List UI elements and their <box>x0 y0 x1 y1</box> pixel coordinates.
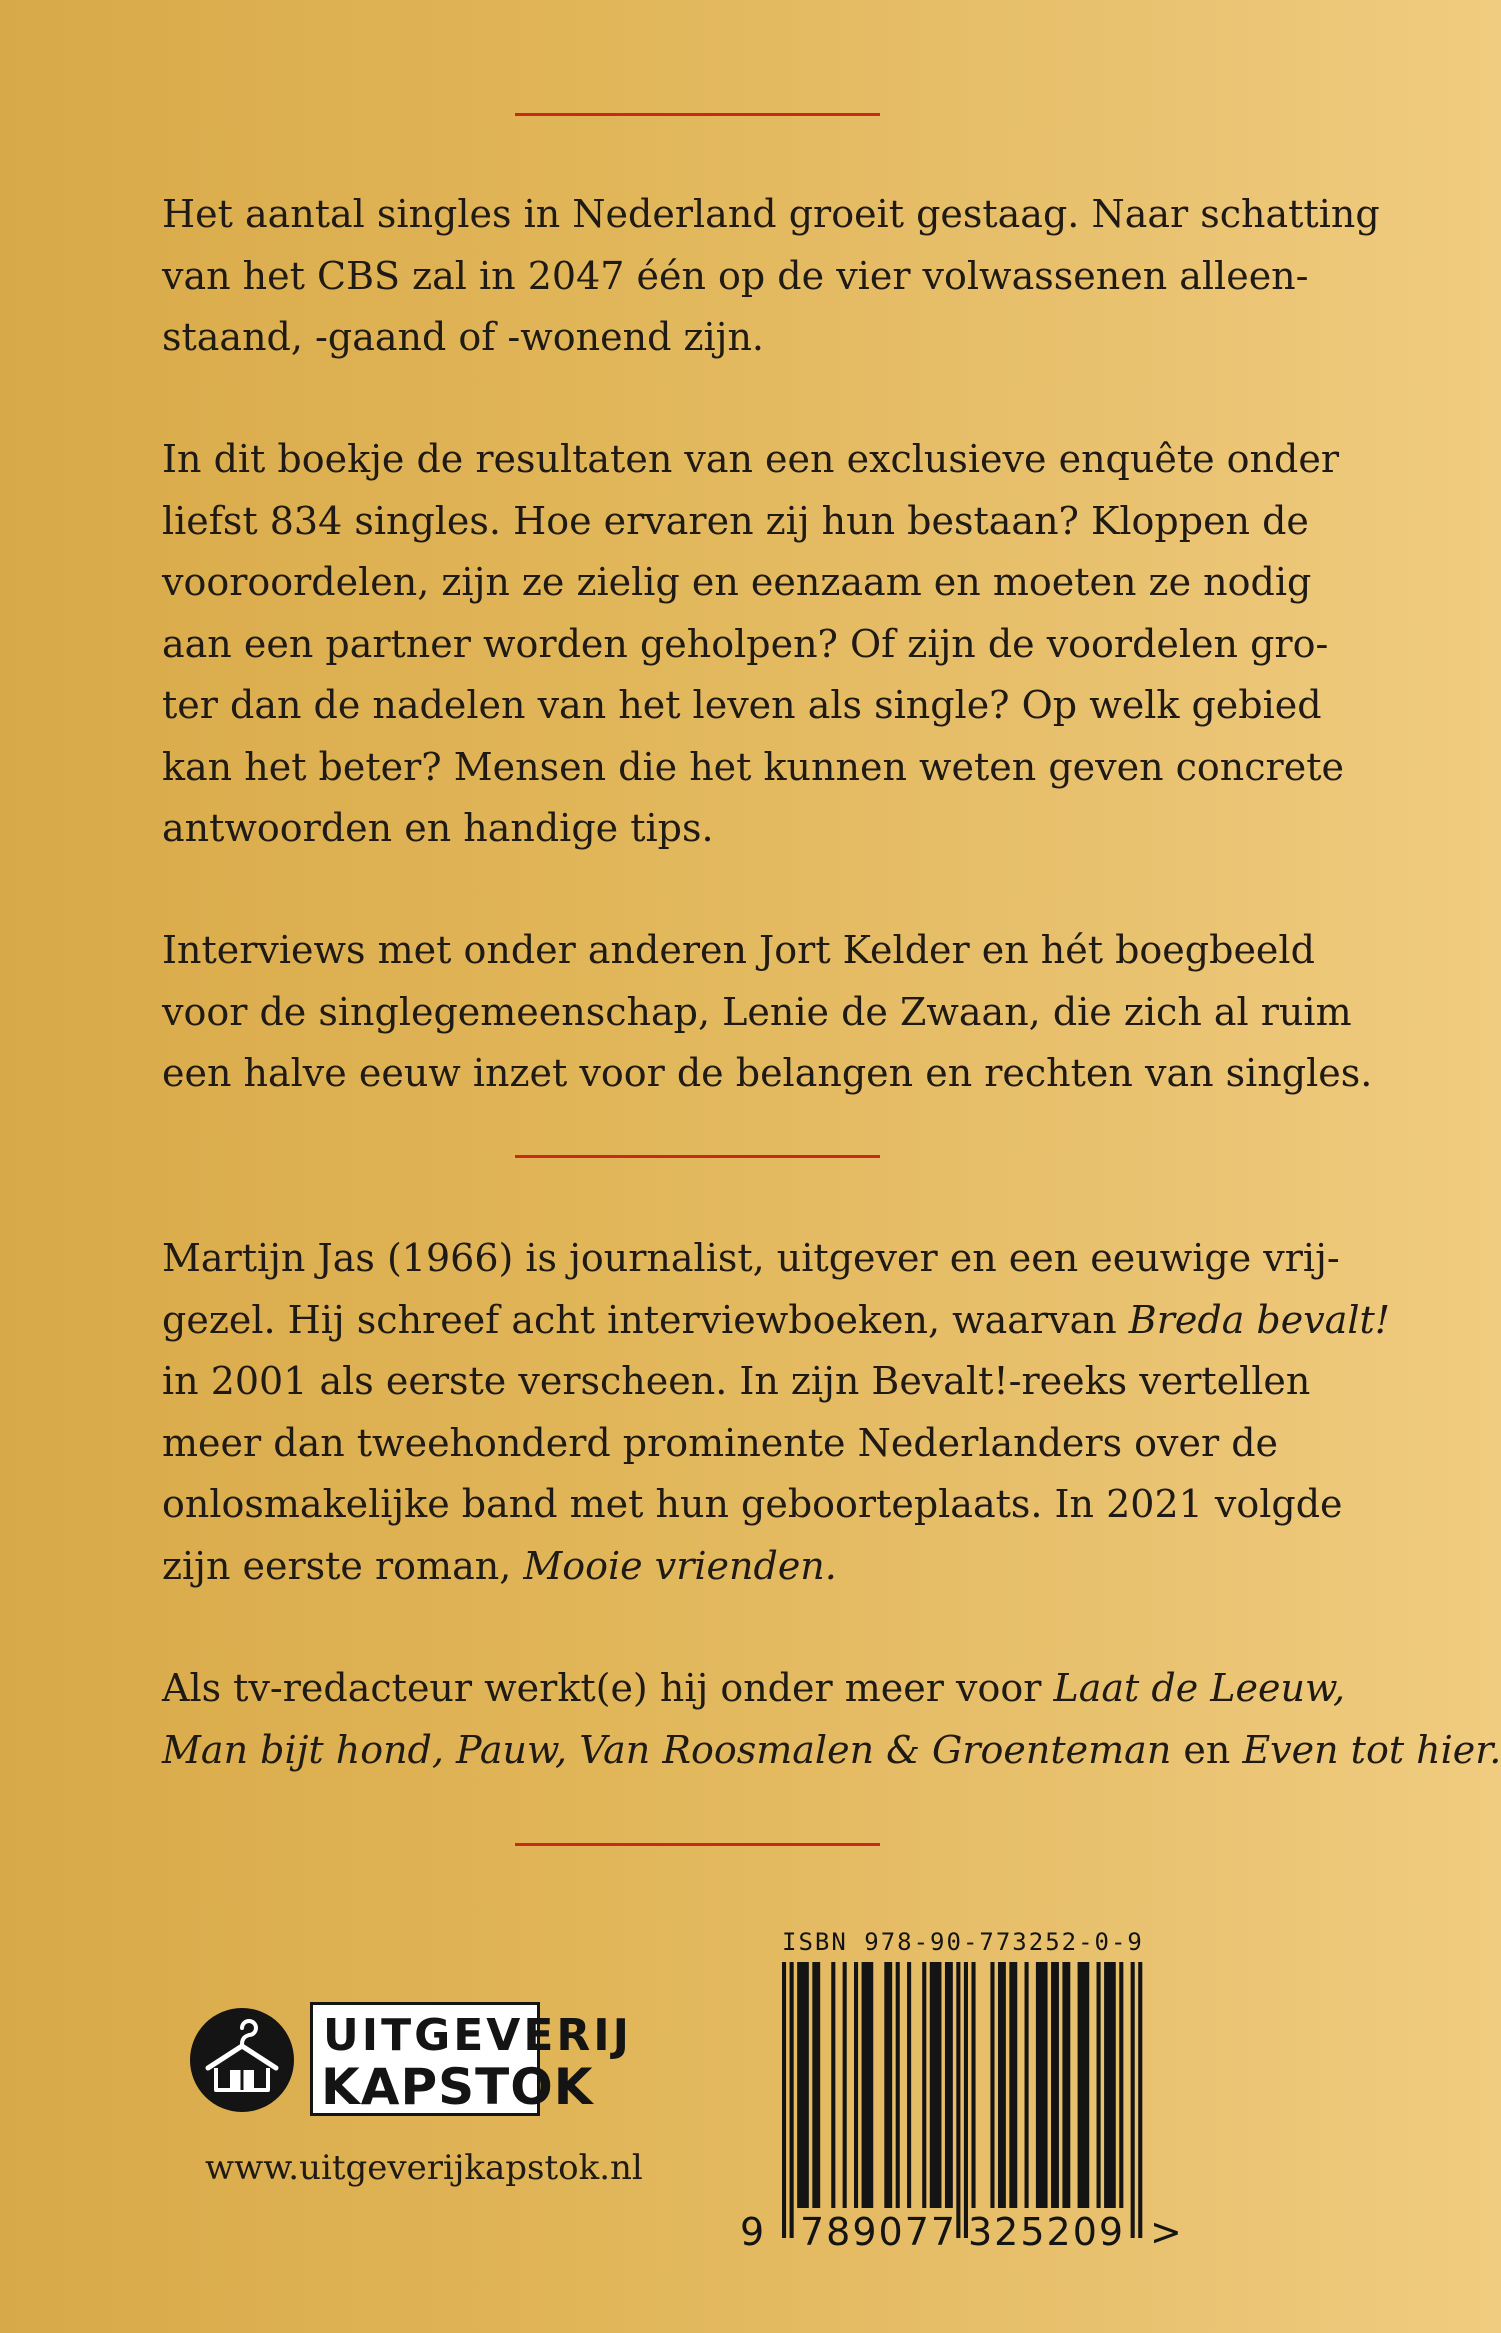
barcode-bar <box>1002 1962 1006 2208</box>
book-title: Mooie vrienden. <box>523 1543 837 1588</box>
middle-divider <box>515 1155 880 1158</box>
barcode-bar <box>1009 1962 1013 2208</box>
show-title: Even tot hier. <box>1242 1727 1501 1772</box>
text-line: aan een partner worden geholpen? Of zijn de voordelen gro- <box>162 621 1329 666</box>
isbn-barcode <box>740 1928 1184 2268</box>
top-divider <box>515 113 880 116</box>
barcode-bar <box>1036 1962 1040 2208</box>
barcode-bar <box>1078 1962 1082 2208</box>
barcode-bar <box>869 1962 873 2208</box>
text-line: staand, -gaand of -wonend zijn. <box>162 315 765 359</box>
logo-wordmark-line-1: UITGEVERIJ <box>323 2010 633 2061</box>
barcode-bar <box>1108 1962 1112 2208</box>
text-line: meer dan tweehonderd prominente Nederlanders over de <box>162 1420 1279 1465</box>
hanger-house-icon <box>190 2008 294 2112</box>
barcode-bar <box>990 1962 994 2208</box>
barcode-bar <box>801 1962 805 2208</box>
barcode-guard-bar <box>1131 1962 1135 2238</box>
text-line <box>162 1290 1391 1352</box>
text-line: Martijn Jas (1966) is journalist, uitgever en een eeuwige vrij- <box>162 1236 1340 1280</box>
bottom-divider <box>515 1843 880 1846</box>
barcode-bar <box>896 1962 900 2208</box>
text-line: onlosmakelijke band met hun geboorteplaats. In 2021 volgde <box>162 1482 1343 1526</box>
barcode-bar <box>805 1962 809 2208</box>
barcode-bar <box>1085 1962 1089 2208</box>
isbn-label: ISBN 978-90-773252-0-9 <box>782 1928 1144 1956</box>
barcode-bar <box>1112 1962 1116 2208</box>
author-bio-paragraph-2 <box>162 1658 1501 1781</box>
barcode-bar <box>1025 1962 1029 2208</box>
barcode-arrow: > <box>1150 2210 1184 2254</box>
barcode-bar <box>998 1962 1002 2208</box>
text-fragment: gezel. Hij schreef acht interviewboeken, waarvan <box>162 1297 1129 1342</box>
book-title: Breda bevalt! <box>1128 1297 1391 1342</box>
barcode-bar <box>862 1962 866 2208</box>
text-fragment: Als tv-redacteur werkt(e) hij onder meer voor <box>162 1666 1054 1710</box>
show-title: Laat de Leeuw, <box>1053 1666 1346 1710</box>
barcode-bar <box>884 1962 888 2208</box>
barcode-bar <box>1104 1962 1108 2208</box>
barcode-bar <box>843 1962 847 2208</box>
show-titles: Man bijt hond, Pauw, Van Roosmalen & Groenteman <box>162 1727 1172 1772</box>
author-bio-paragraph-1 <box>162 1228 1391 1597</box>
barcode-bar <box>812 1962 816 2208</box>
text-line: Interviews met onder anderen Jort Kelder en hét boegbeeld <box>162 928 1315 972</box>
barcode-bar <box>831 1962 835 2208</box>
barcode-bar <box>1062 1962 1066 2208</box>
barcode-bar <box>1081 1962 1085 2208</box>
barcode-bar <box>854 1962 858 2208</box>
barcode-bar <box>1119 1962 1123 2208</box>
barcode-bar <box>1066 1962 1070 2208</box>
barcode-guard-bar <box>1138 1962 1142 2238</box>
barcode-bar <box>949 1962 953 2208</box>
text-fragment: en <box>1171 1727 1243 1772</box>
barcode-digit-first: 9 <box>740 2210 767 2254</box>
blurb-paragraph-2 <box>162 429 1344 860</box>
barcode-bar <box>937 1962 941 2208</box>
barcode-bar <box>971 1962 975 2208</box>
barcode-bar <box>945 1962 949 2208</box>
barcode-guard-bar <box>964 1962 968 2238</box>
text-line: In dit boekje de resultaten van een exclusieve enquête onder <box>162 437 1339 481</box>
barcode-guard-bar <box>782 1962 786 2238</box>
barcode-bars <box>782 1962 1142 2238</box>
barcode-bar <box>1097 1962 1101 2208</box>
barcode-bar <box>934 1962 938 2208</box>
barcode-guard-bar <box>956 1962 960 2238</box>
text-line: een halve eeuw inzet voor de belangen en rechten van singles. <box>162 1051 1373 1095</box>
barcode-bar <box>888 1962 892 2208</box>
barcode-bar <box>930 1962 934 2208</box>
text-line: vooroordelen, zijn ze zielig en eenzaam en moeten ze nodig <box>162 560 1312 604</box>
barcode-bar <box>1040 1962 1044 2208</box>
barcode-bar <box>907 1962 911 2208</box>
text-line <box>162 1536 1232 1598</box>
logo-wordmark-box <box>310 2002 633 2116</box>
barcode-bar <box>816 1962 820 2208</box>
text-line: ter dan de nadelen van het leven als single? Op welk gebied <box>162 683 1322 727</box>
text-line: kan het beter? Mensen die het kunnen weten geven concrete <box>162 744 1344 789</box>
text-line: Het aantal singles in Nederland groeit gestaag. Naar schatting <box>162 192 1380 236</box>
barcode-bar <box>1055 1962 1059 2208</box>
barcode-digits-right: 325209 <box>968 2210 1126 2254</box>
barcode-bar <box>922 1962 926 2208</box>
barcode-guard-bar <box>790 1962 794 2238</box>
text-line <box>162 1720 1501 1782</box>
barcode-digits-left: 789077 <box>800 2210 958 2254</box>
text-line: voor de singlegemeenschap, Lenie de Zwaan, die zich al ruim <box>162 989 1352 1034</box>
blurb-paragraph-1 <box>162 184 1380 369</box>
text-line: van het CBS zal in 2047 één op de vier volwassenen alleen- <box>162 253 1309 298</box>
barcode-bar <box>1043 1962 1047 2208</box>
barcode-bar <box>1013 1962 1017 2208</box>
text-line: antwoorden en handige tips. <box>162 806 714 850</box>
barcode-bar <box>797 1962 801 2208</box>
blurb-paragraph-3 <box>162 920 1373 1105</box>
text-fragment: zijn eerste roman, <box>162 1543 524 1588</box>
logo-wordmark-line-2: KAPSTOK <box>321 2058 594 2116</box>
barcode-bar <box>1051 1962 1055 2208</box>
text-line: in 2001 als eerste verscheen. In zijn Bevalt!-reeks vertellen <box>162 1359 1311 1403</box>
text-line <box>162 1658 1346 1720</box>
text-line: liefst 834 singles. Hoe ervaren zij hun bestaan? Kloppen de <box>162 498 1309 543</box>
barcode-bar <box>865 1962 869 2208</box>
publisher-website: www.uitgeverijkapstok.nl <box>205 2148 643 2188</box>
